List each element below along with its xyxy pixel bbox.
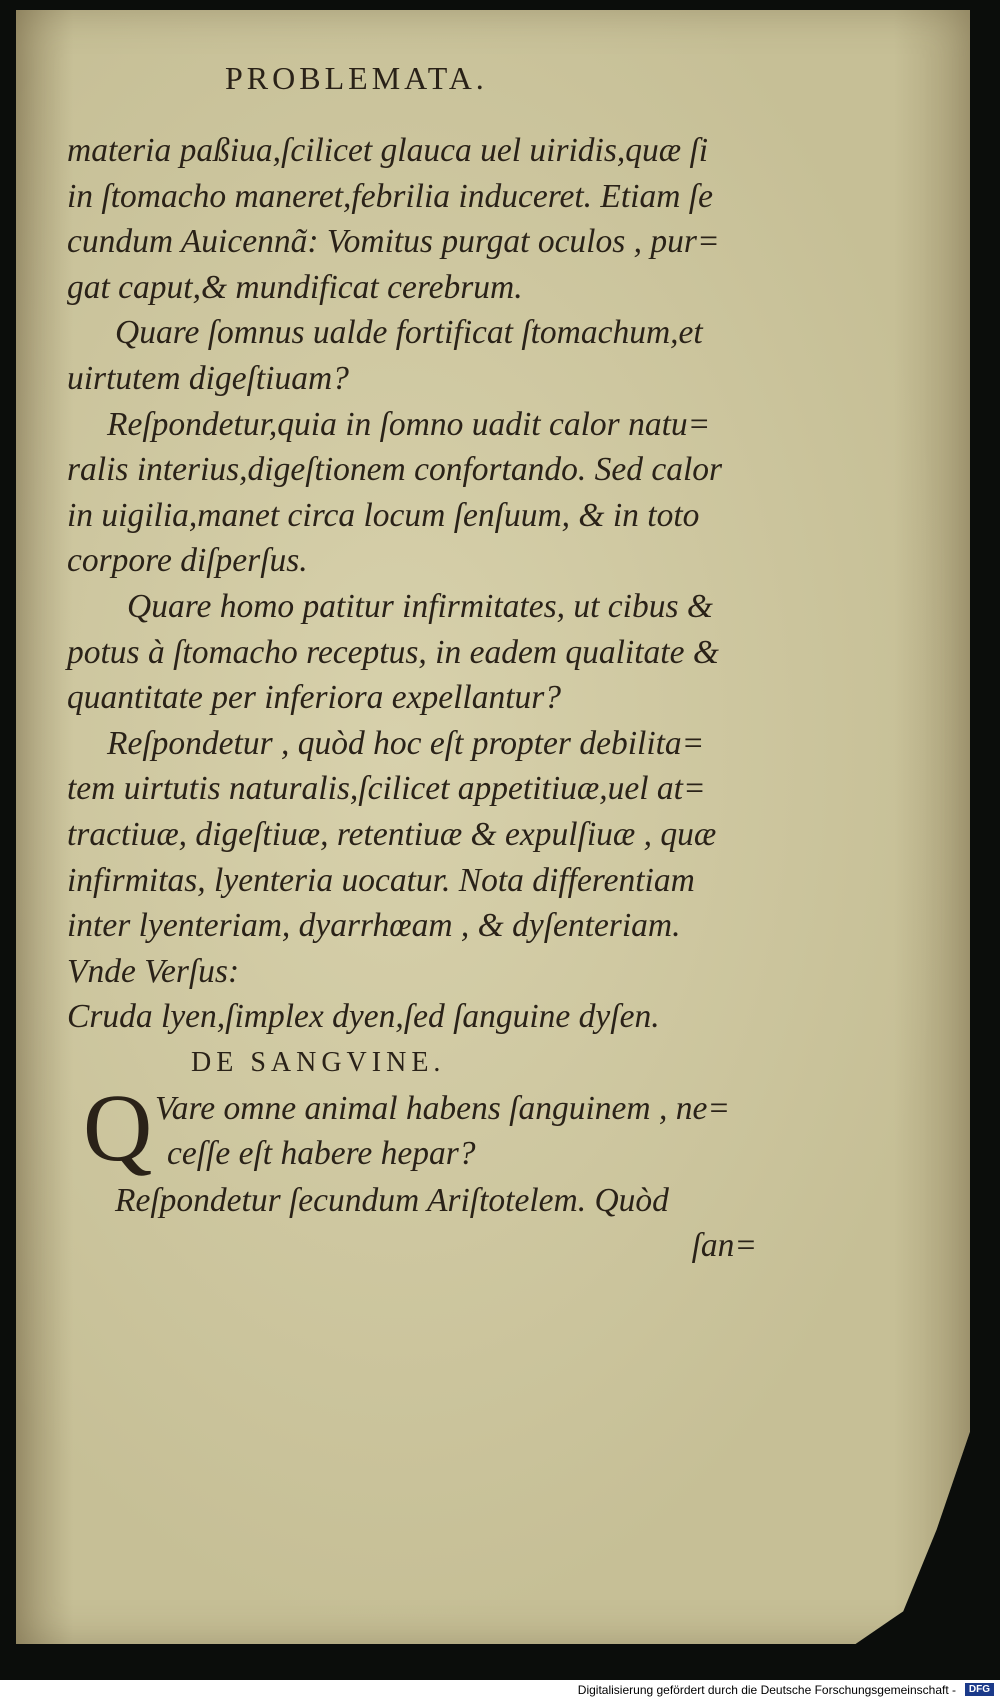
answer-line: Reſpondetur,quia in ſomno uadit calor natu=: [107, 405, 711, 443]
funding-credit: Digitalisierung gefördert durch die Deutsche Forschungsgemeinschaft -: [577, 1683, 956, 1697]
running-title: PROBLEMATA.: [225, 60, 488, 96]
catchword: ſan=: [691, 1227, 757, 1265]
question-line: Vare omne animal habens ſanguinem , ne=: [155, 1089, 730, 1127]
answer-line: ralis interius,digeſtionem confortando. Sed calor: [67, 451, 723, 489]
question-line: uirtutem digeſtiuam?: [67, 359, 349, 397]
verse-line: Cruda lyen,ſimplex dyen,ſed ſanguine dyſen.: [67, 998, 660, 1036]
text-line: in ſtomacho maneret,febrilia induceret. Etiam ſe: [67, 177, 713, 215]
answer-line: infirmitas, lyenteria uocatur. Nota differentiam: [67, 861, 695, 899]
dfg-logo: DFG: [965, 1683, 994, 1696]
question-line: quantitate per inferiora expellantur?: [67, 679, 562, 717]
text-line: cundum Auicennã: Vomitus purgat oculos , pur=: [67, 223, 720, 261]
answer-line: in uigilia,manet circa locum ſenſuum, & in toto: [67, 496, 700, 534]
initial-block: [67, 1073, 757, 1181]
text-block: [67, 128, 757, 1269]
question-line: Quare ſomnus ualde fortificat ſtomachum,et: [115, 314, 703, 352]
question-line: Quare homo patitur infirmitates, ut cibus &: [127, 587, 713, 625]
answer-line: tem uirtutis naturalis,ſcilicet appetitiuæ,uel at=: [67, 770, 706, 808]
answer-line: Reſpondetur ſecundum Ariſtotelem. Quòd: [115, 1181, 669, 1219]
answer-line: Vnde Verſus:: [67, 952, 240, 990]
question-line: ceſſe eſt habere hepar?: [167, 1135, 476, 1173]
answer-line: corpore diſperſus.: [67, 542, 308, 580]
answer-line: inter lyenteriam, dyarrhœam , & dyſenteriam.: [67, 907, 681, 945]
question-line: potus à ſtomacho receptus, in eadem qualitate &: [67, 633, 719, 671]
drop-cap: Q: [83, 1073, 153, 1181]
text-line: gat caput,& mundificat cerebrum.: [67, 268, 523, 306]
text-line: materia paßiua,ſcilicet glauca uel uiridis,quæ ſi: [67, 132, 709, 169]
answer-line: Reſpondetur , quòd hoc eſt propter debilita=: [107, 724, 705, 762]
answer-line: tractiuæ, digeſtiuæ, retentiuæ & expulſiuæ , quæ: [67, 815, 717, 853]
section-heading: DE SANGVINE.: [191, 1046, 446, 1078]
